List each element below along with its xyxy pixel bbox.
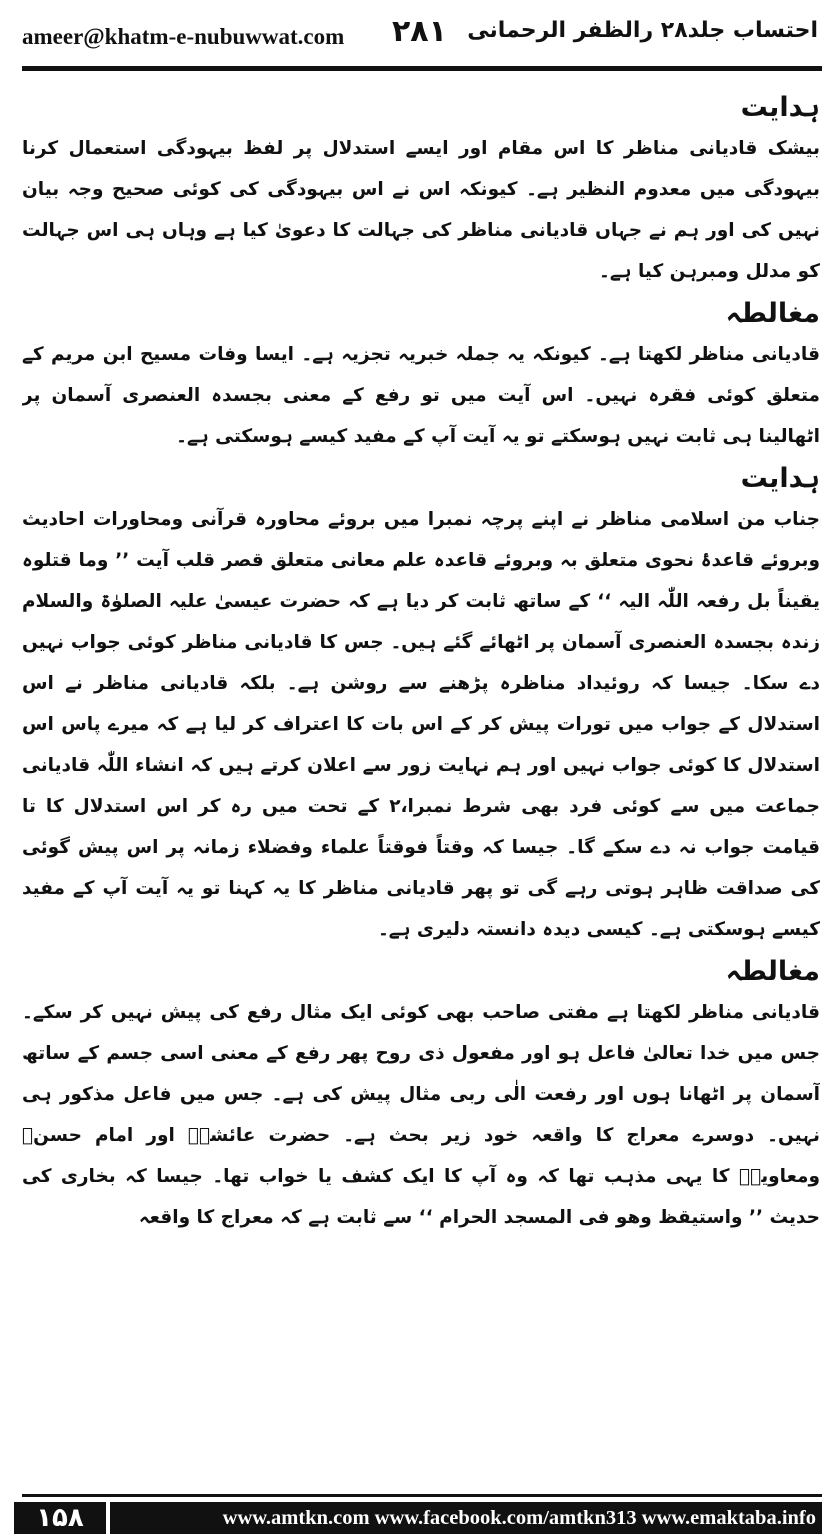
- header-rule: [22, 66, 822, 71]
- page-body: [22, 88, 820, 1480]
- section-heading-guidance-1: ہدایت: [740, 92, 820, 123]
- section-heading-guidance-2: ہدایت: [740, 463, 820, 494]
- page-footer: [0, 1494, 840, 1540]
- header-page-number: ۲۸۱: [392, 14, 447, 49]
- footer-rule: [22, 1494, 822, 1497]
- paragraph-1: بیشک قادیانی مناظر کا اس مقام اور ایسے استدلال پر لفظ بیہودگی استعمال کرنا بیہودگی میں معدوم النظیر ہے۔ کیونکہ اس نے اس بیہودگی کی کوئی صحیح وجہ بیان نہیں کی اور ہم نے جہاں قادیانی مناظر کی جہالت کا دعویٰ کیا ہے وہاں ہی اس جہالت کو مدلل ومبرہن کیا ہے۔: [22, 138, 820, 282]
- footer-website-links: www.amtkn.com www.facebook.com/amtkn313 www.emaktaba.info: [110, 1502, 822, 1534]
- footer-page-number: ۱۵۸: [14, 1502, 106, 1534]
- section-heading-fallacy-2: مغالطہ: [725, 956, 820, 987]
- paragraph-2: قادیانی مناظر لکھتا ہے۔ کیونکہ یہ جملہ خبریہ تجزیہ ہے۔ ایسا وفات مسیح ابن مریم کے متعلق کوئی فقرہ نہیں۔ اس آیت میں تو رفع کے معنی بجسدہ العنصری آسمان پر اٹھالینا ہی ثابت نہیں ہوسکتے تو یہ آیت آپ کے مفید کیسے ہوسکتی ہے۔: [22, 344, 820, 447]
- header-book-title: احتساب جلد۲۸ رالظفر الرحمانی: [467, 18, 818, 43]
- header-email: ameer@khatm-e-nubuwwat.com: [22, 24, 345, 49]
- paragraph-3: جناب من اسلامی مناظر نے اپنے پرچہ نمبرا میں بروئے محاورہ قرآنی ومحاورات احادیث وبروئے قاعدۂ نحوی متعلق بہ وبروئے قاعدہ علم معانی متعلق قصر قلب آیت ’’ وما قتلوہ یقیناً بل رفعہ اللّٰہ الیہ ‘‘ کے ساتھ ثابت کر دیا ہے کہ حضرت عیسیٰ علیہ الصلوٰۃ والسلام زندہ بجسدہ العنصری آسمان پر اٹھائے گئے ہیں۔ جس کا قادیانی مناظر کوئی جواب نہیں دے سکا۔ جیسا کہ روئیداد مناظرہ پڑھنے سے روشن ہے۔ بلکہ قادیانی مناظر نے اس استدلال کے جواب میں تورات پیش کر کے اس بات کا اعتراف کر لیا ہے کہ میرے پاس اس استدلال کا کوئی جواب نہیں اور ہم نہایت زور سے اعلان کرتے ہیں کہ انشاء اللّٰہ قادیانی جماعت میں سے کوئی فرد بھی شرط نمبرا،۲ کے تحت میں رہ کر اس استدلال کا تا قیامت جواب نہ دے سکے گا۔ جیسا کہ وقتاً فوقتاً علماء وفضلاء زمانہ پر اس پیش گوئی کی صداقت ظاہر ہوتی رہے گی تو پھر قادیانی مناظر کا یہ کہنا تو یہ آیت آپ کے مفید کیسے ہوسکتی ہے۔ کیسی دیدہ دانستہ دلیری ہے۔: [22, 509, 820, 940]
- section-heading-fallacy-1: مغالطہ: [725, 298, 820, 329]
- page-header: [0, 0, 840, 72]
- paragraph-4: قادیانی مناظر لکھتا ہے مفتی صاحب بھی کوئی ایک مثال رفع کی پیش نہیں کر سکے۔ جس میں خدا تعالیٰ فاعل ہو اور مفعول ذی روح پھر رفع کے معنی اسی جسم کے ساتھ آسمان پر اٹھانا ہوں اور رفعت الٰی ربی مثال پیش کی ہے۔ جس میں فاعل مذکور ہی نہیں۔ دوسرے معراج کا واقعہ خود زیر بحث ہے۔ حضرت عائشہؓ اور امام حسنؓ ومعاویہؓ کا یہی مذہب تھا کہ وہ آپ کا ایک کشف یا خواب تھا۔ جیسا کہ بخاری کی حدیث ’’ واستیقظ وھو فی المسجد الحرام ‘‘ سے ثابت ہے کہ معراج کا واقعہ: [22, 1002, 820, 1228]
